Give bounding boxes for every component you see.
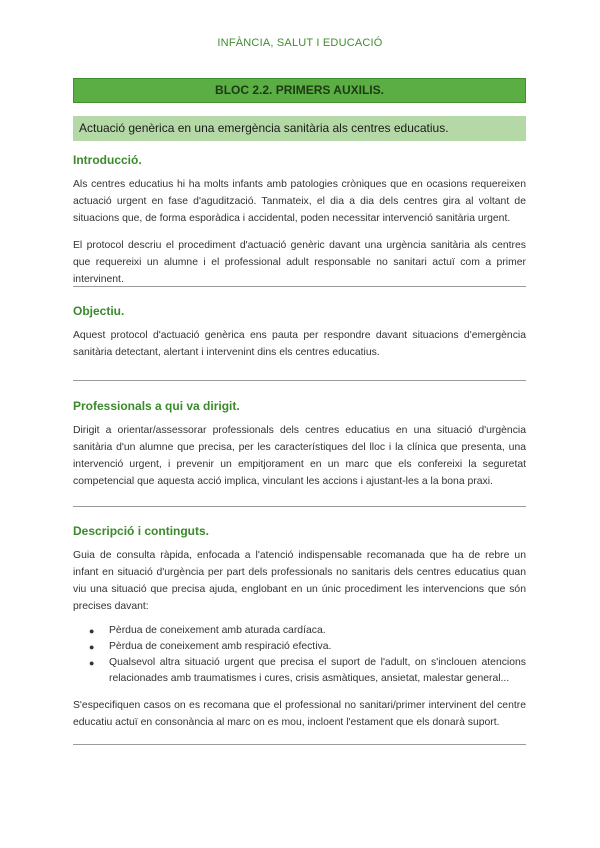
list-item: ● Qualsevol altra situació urgent que precisa el suport de l'adult, on s'inclouen atencions relacionades amb traumatismes i cures, crisis asmàtiques, ansietat, malestar general... xyxy=(89,657,526,684)
document-header: INFÀNCIA, SALUT I EDUCACIÓ xyxy=(217,37,383,49)
section-objectiu xyxy=(73,304,526,361)
list-item: ● Pèrdua de coneixement amb respiració efectiva. xyxy=(109,639,526,655)
section-heading: Professionals a qui va dirigit. xyxy=(73,399,240,413)
section-professionals xyxy=(73,399,526,490)
paragraph: Aquest protocol d'actuació genèrica ens pauta per respondre davant situacions d'emergència sanitària detectant, alertant i intervenint dins els centres educatius. xyxy=(73,330,526,358)
list-item: ● Pèrdua de coneixement amb aturada cardíaca. xyxy=(109,623,526,639)
bullet-icon: ● xyxy=(89,642,95,652)
divider xyxy=(73,506,526,507)
divider xyxy=(73,286,526,287)
section-heading: Introducció. xyxy=(73,153,142,167)
divider xyxy=(73,744,526,745)
section-subtitle-bar: Actuació genèrica en una emergència sanitària als centres educatius. xyxy=(73,116,526,141)
paragraph: S'especifiquen casos on es recomana que el professional no sanitari/primer intervinent del centre educatiu actuï en consonància al marc on es mou, incloent l'estament que els donarà suport. xyxy=(73,700,526,728)
paragraph: Dirigit a orientar/assessorar professionals dels centres educatius en una situació d'urgència sanitària d'un alumne que precisa, per les característiques del lloc i la clínica que presenta, una intervenció urgent, i prevenir un empitjorament en un marc que els confereixi la seguretat competencial que aquesta acció implica, vinculant les accions i ajustant-les a la bona praxi. xyxy=(73,425,526,487)
section-heading: Descripció i continguts. xyxy=(73,524,210,538)
bullet-icon: ● xyxy=(89,658,95,668)
paragraph: Guia de consulta ràpida, enfocada a l'atenció indispensable recomanada que ha de rebre un infant en situació d'urgència per part dels professionals no sanitaris dels centres educatius quan viu una situació que precisa ajuda, englobant en un únic procediment les intervencions que són precises davant: xyxy=(73,550,526,612)
divider xyxy=(73,380,526,381)
bullet-icon: ● xyxy=(89,626,95,636)
section-introduccio xyxy=(73,153,526,288)
section-heading: Objectiu. xyxy=(73,304,125,318)
paragraph: Als centres educatius hi ha molts infants amb patologies cròniques que en ocasions requereixen actuació urgent en fase d'aguditzaci​ó. Tanmateix, el dia a dia dels centres gira al voltant de situacions que, de forma esporàdica i accidental, poden necessitar intervenció sanitària urgent. xyxy=(73,179,526,224)
bloc-title-bar: BLOC 2.2. PRIMERS AUXILIS. xyxy=(73,78,526,103)
bullet-list xyxy=(73,623,526,687)
section-descripcio xyxy=(73,524,526,731)
paragraph: El protocol descriu el procediment d'actuació genèric davant una urgència sanitària als centres que requereixi un alumne i el professional adult responsable no sanitari actuï com a primer intervinent. xyxy=(73,240,526,285)
